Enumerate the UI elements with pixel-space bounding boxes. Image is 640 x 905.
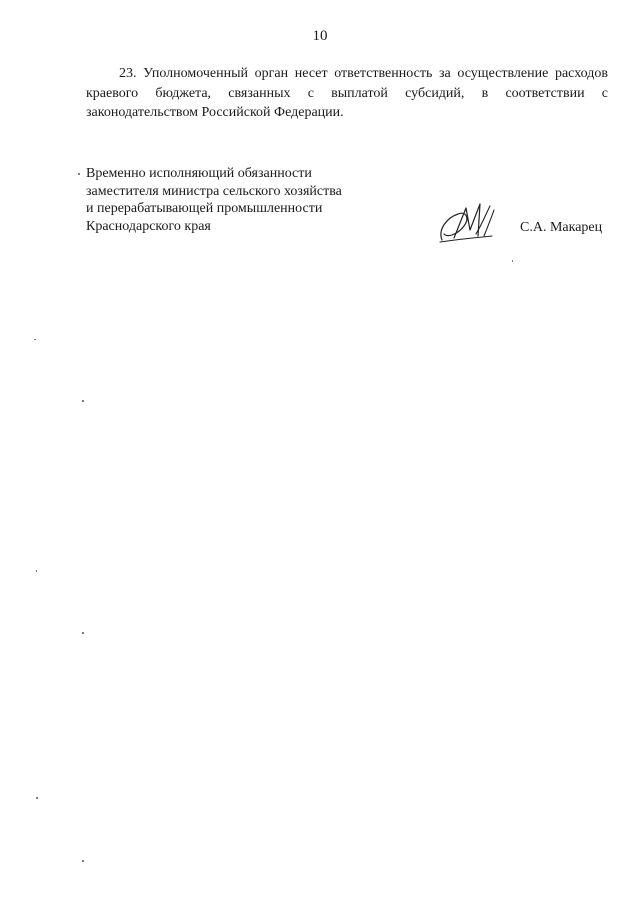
page-number: 10 xyxy=(312,28,328,44)
position-line: заместителя министра сельского хозяйства xyxy=(86,183,342,199)
signer-name: С.А. Макарец xyxy=(520,220,603,235)
handwritten-signature xyxy=(436,200,498,246)
scan-speck xyxy=(82,632,84,634)
scan-speck xyxy=(82,400,84,402)
scan-speck xyxy=(78,173,80,175)
position-line: и перерабатывающей промышленности xyxy=(86,201,323,216)
position-line: Временно исполняющий обязанности xyxy=(86,166,312,181)
paragraph-23: 23. Уполномоченный орган несет ответственность за осуществление расходов краевого бюджета, связанных с выплатой субсидий, в соответствии с законодательством Российской Федерации. xyxy=(86,66,608,120)
scan-speck xyxy=(512,260,513,262)
signatory-position xyxy=(86,165,376,235)
scan-speck xyxy=(36,570,37,572)
position-line: Краснодарского края xyxy=(86,218,211,234)
scan-speck xyxy=(36,797,38,799)
scan-speck xyxy=(34,339,36,340)
scan-speck xyxy=(82,860,84,862)
